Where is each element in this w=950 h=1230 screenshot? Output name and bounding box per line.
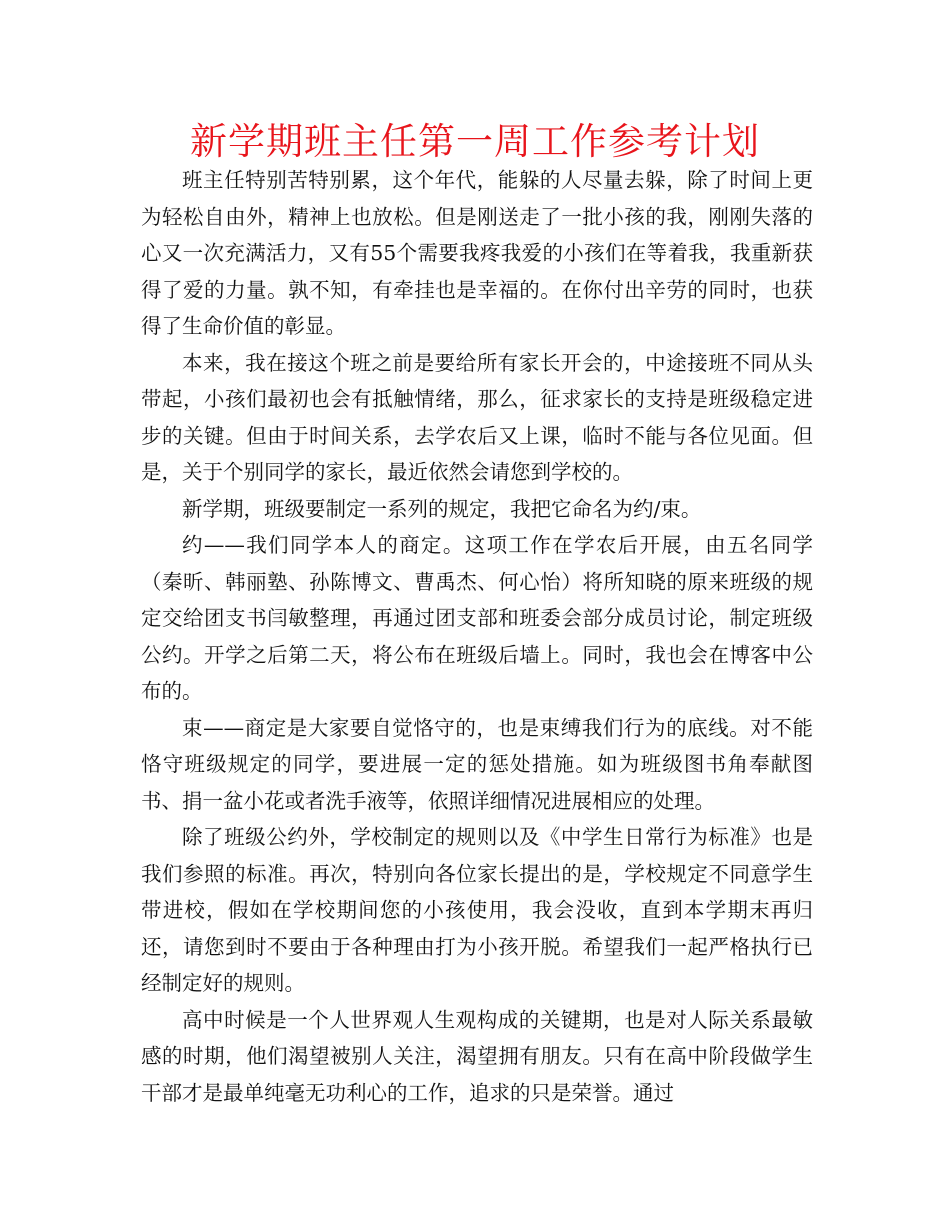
paragraph: 高中时候是一个人世界观人生观构成的关键期，也是对人际关系最敏感的时期，他们渴望被别人关注，渴望拥有朋友。只有在高中阶段做学生干部才是最单纯毫无功利心的工作，追求的只是荣誉。通过 (141, 1007, 813, 1105)
paragraph: 除了班级公约外，学校制定的规则以及《中学生日常行为标准》也是我们参照的标准。再次，特别向各位家长提出的是，学校规定不同意学生带进校，假如在学校期间您的小孩使用，我会没收，直到本学期末再归还，请您到时不要由于各种理由打为小孩开脱。希望我们一起严格执行已经制定好的规则。 (141, 825, 813, 995)
paragraph: 新学期，班级要制定一系列的规定，我把它命名为约/束。 (182, 496, 702, 521)
paragraph: 束——商定是大家要自觉恪守的，也是束缚我们行为的底线。对不能恪守班级规定的同学，要进展一定的惩处措施。如为班级图书角奉献图书、捐一盆小花或者洗手液等，依照详细情况进展相应的处理。 (141, 715, 813, 813)
paragraph: 约——我们同学本人的商定。这项工作在学农后开展，由五名同学（秦昕、韩丽塾、孙陈博文、曹禹杰、何心怡）将所知晓的原来班级的规定交给团支书闫敏整理，再通过团支部和班委会部分成员讨论，制定班级公约。开学之后第二天，将公布在班级后墙上。同时，我也会在博客中公布的。 (141, 533, 813, 703)
paragraph: 班主任特别苦特别累，这个年代，能躲的人尽量去躲，除了时间上更为轻松自由外，精神上也放松。但是刚送走了一批小孩的我，刚刚失落的心又一次充满活力，又有55个需要我疼我爱的小孩们在等着我，我重新获得了爱的力量。孰不知，有牵挂也是幸福的。在你付出辛劳的同时，也获得了生命价值的彰显。 (141, 168, 813, 338)
paragraph: 本来，我在接这个班之前是要给所有家长开会的，中途接班不同从头带起，小孩们最初也会有抵触情绪，那么，征求家长的支持是班级稳定进步的关键。但由于时间关系，去学农后又上课，临时不能与各位见面。但是，关于个别同学的家长，最近依然会请您到学校的。 (141, 350, 813, 484)
document-title: 新学期班主任第一周工作参考计划 (190, 120, 760, 163)
document-body (141, 162, 813, 1111)
